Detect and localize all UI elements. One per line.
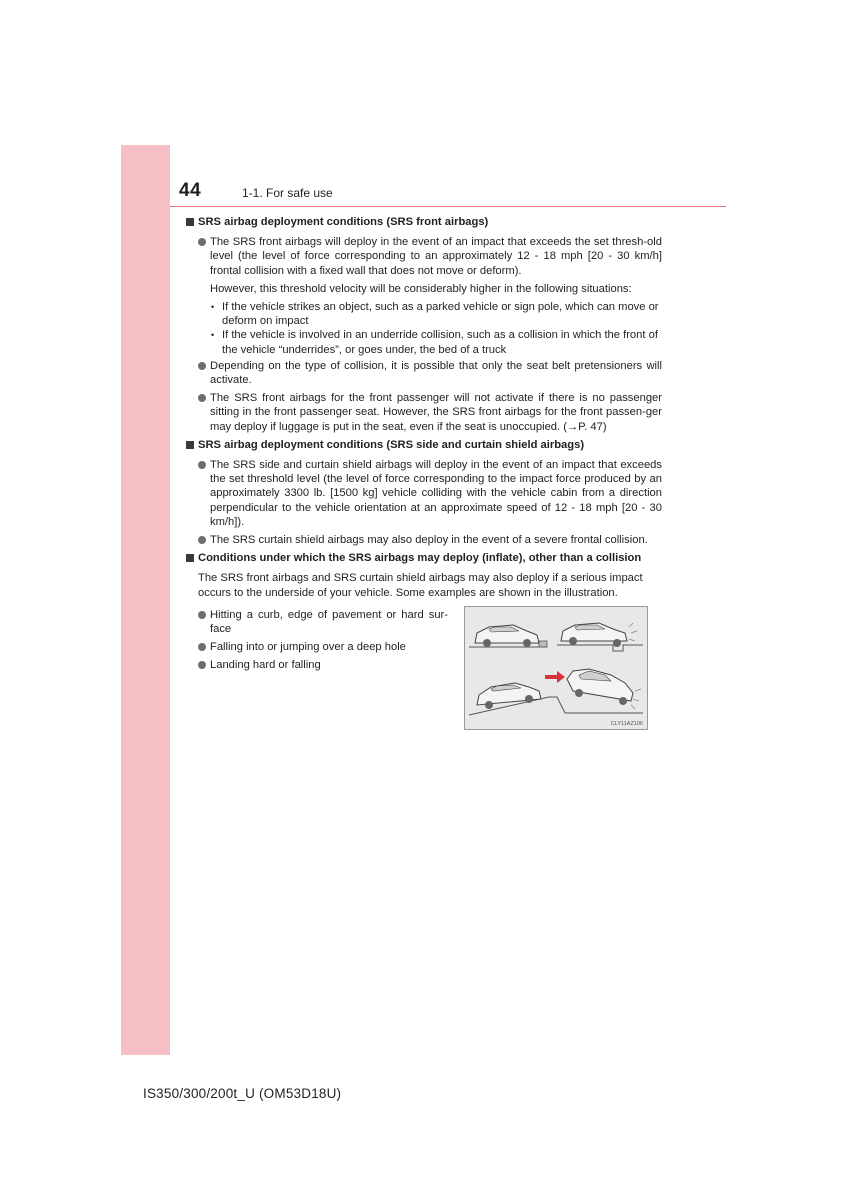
- illustration-bullets: [186, 608, 448, 673]
- bullet-curtain-frontal: The SRS curtain shield airbags may also deploy in the event of a severe frontal collision.: [186, 533, 662, 547]
- bullet-hitting-curb: Hitting a curb, edge of pavement or hard sur-face: [186, 608, 448, 636]
- page-number: 44: [179, 180, 202, 201]
- bullet-deep-hole: Falling into or jumping over a deep hole: [186, 640, 448, 654]
- bullet-front-threshold: The SRS front airbags will deploy in the event of an impact that exceeds the set thresh-old level (the level of force corresponding to an approximately 12 - 18 mph [20 - 30 km/h] frontal collision with a fixed wall that does not move or deform).: [186, 235, 662, 278]
- heading-front-airbags: SRS airbag deployment conditions (SRS front airbags): [186, 215, 662, 229]
- bullet-pretensioners: Depending on the type of collision, it is possible that only the seat belt pretensioners will activate.: [186, 359, 662, 387]
- car-scenes-drawing: [465, 607, 647, 729]
- heading-other-deploy-conditions: Conditions under which the SRS airbags may deploy (inflate), other than a collision: [186, 551, 662, 565]
- sub-item-underride: • If the vehicle is involved in an underride collision, such as a collision in which the front of the vehicle “underrides”, or goes under, the bed of a truck: [186, 328, 662, 356]
- bullet-landing-hard: Landing hard or falling: [186, 658, 448, 672]
- sub-item-parked-vehicle: • If the vehicle strikes an object, such as a parked vehicle or sign pole, which can move or deform on impact: [186, 300, 662, 328]
- section-title: 1-1. For safe use: [242, 186, 333, 200]
- car-hitting-curb: [469, 625, 547, 647]
- car-landing-hard: [469, 669, 643, 715]
- header-rule: [170, 206, 726, 207]
- footer-model-code: IS350/300/200t_U (OM53D18U): [143, 1086, 342, 1101]
- other-conditions-intro: The SRS front airbags and SRS curtain shield airbags may also deploy if a serious impact occurs to the underside of your vehicle. Some examples are shown in the illustration.: [198, 572, 643, 599]
- bullet-side-threshold: The SRS side and curtain shield airbags will deploy in the event of an impact that exceeds the set threshold level (the level of force corresponding to the impact force produced by an approximately 3300 lb. [1500 kg] vehicle colliding with the vehicle cabin from a direction perpendicular to the vehicle orientation at an approximate speed of 12 - 18 mph [20 - 30 km/h]).: [186, 458, 662, 529]
- heading-side-curtain-airbags: SRS airbag deployment conditions (SRS side and curtain shield airbags): [186, 438, 662, 452]
- car-over-hole: [557, 623, 643, 651]
- side-tab-band: [121, 145, 170, 1055]
- deployment-examples-illustration: [464, 606, 648, 730]
- front-threshold-note: However, this threshold velocity will be considerably higher in the following situations:: [210, 282, 632, 295]
- illustration-code: CLY11AZ106: [610, 721, 643, 727]
- bullet-front-passenger: The SRS front airbags for the front passenger will not activate if there is no passenger sitting in the front passenger seat. However, the SRS front airbags for the front passen-ger may deploy if luggage is put in the seat, even if the seat is unoccupied. (→P. 47): [186, 391, 662, 434]
- motion-arrow-icon: [545, 671, 565, 683]
